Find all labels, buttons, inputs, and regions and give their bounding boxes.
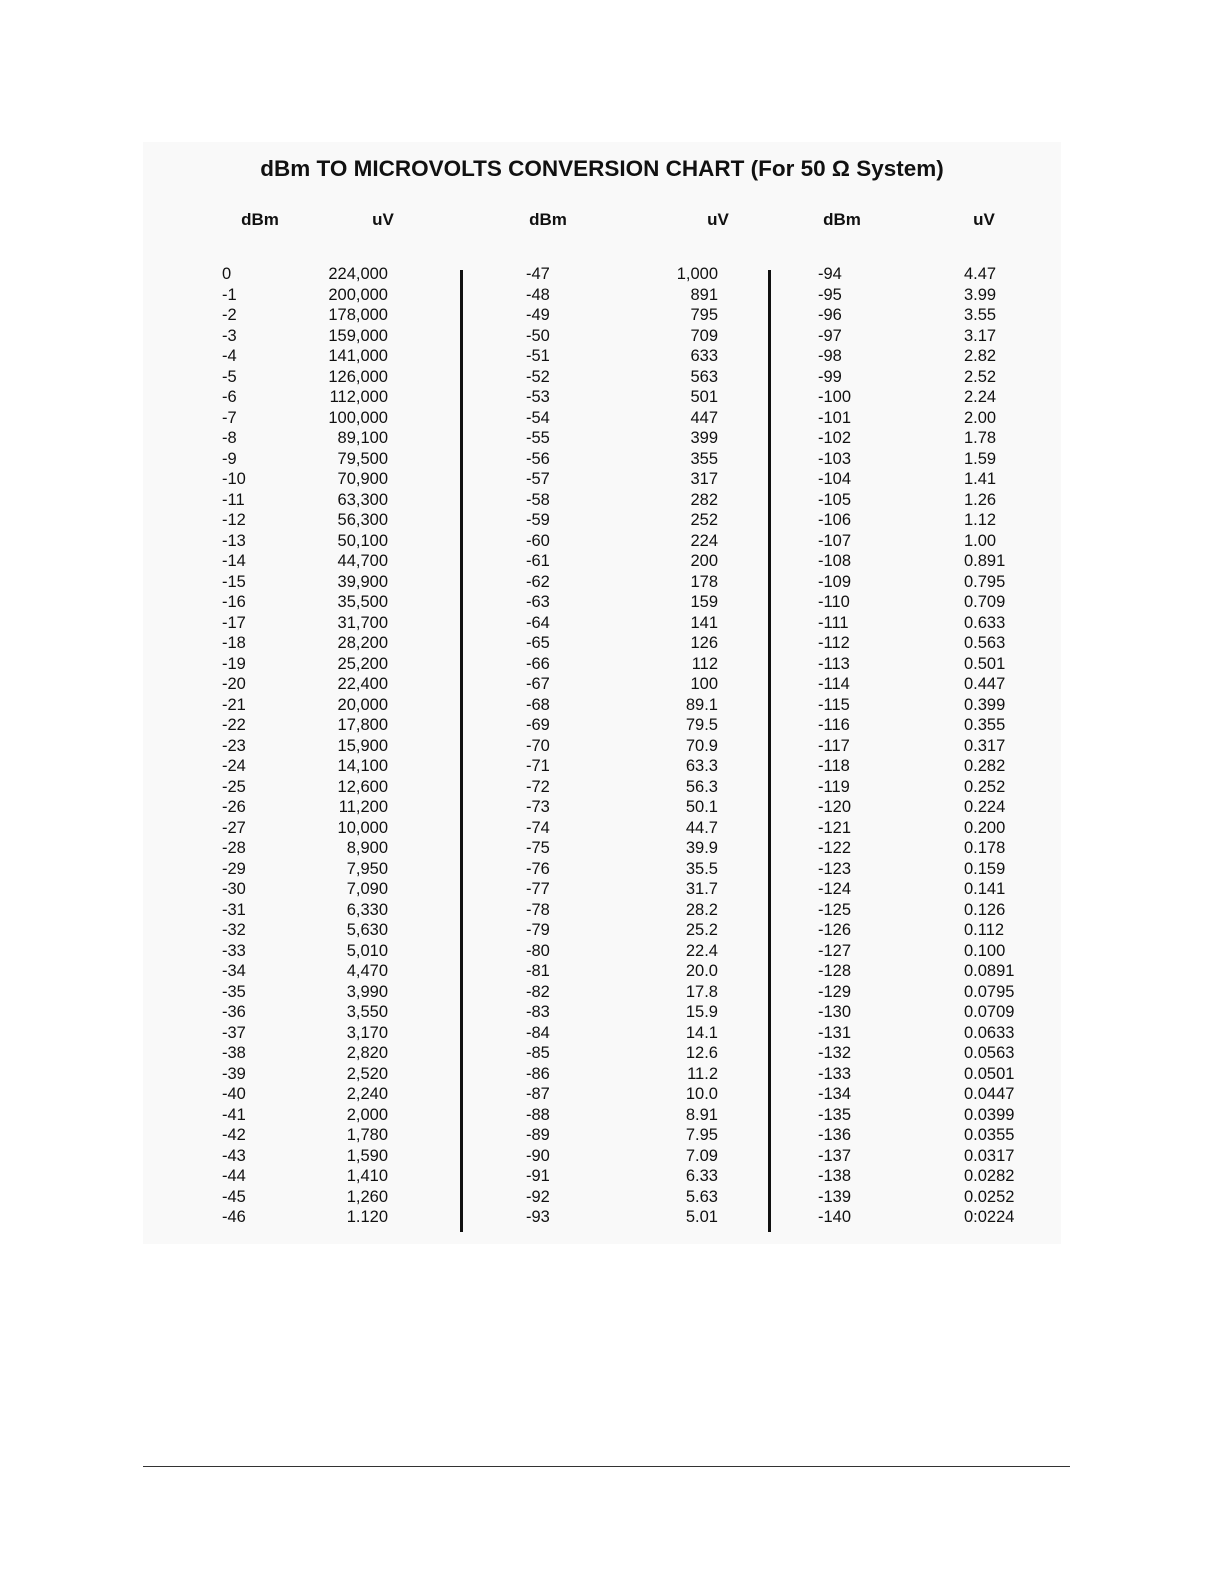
uv-value: 44,700: [337, 552, 388, 570]
uv-value: 200,000: [328, 285, 388, 304]
uv-value: 1.00: [964, 531, 997, 550]
dbm-value: -30: [222, 880, 246, 898]
dbm-value: -95: [818, 285, 842, 304]
uv-value: 178: [690, 572, 718, 591]
dbm-value: -4: [222, 347, 237, 365]
dbm-value: -98: [818, 347, 842, 365]
uv-value: 28,200: [337, 634, 388, 652]
uv-value: 0.355: [964, 716, 1006, 734]
uv-value: 7.95: [685, 1126, 718, 1144]
uv-value: 70.9: [685, 736, 718, 755]
uv-value: 2.24: [964, 388, 997, 406]
dbm-value: -14: [222, 552, 246, 570]
uv-value: 39,900: [337, 572, 388, 591]
dbm-value: -79: [526, 921, 550, 939]
uv-value: 501: [690, 388, 718, 406]
uv-value: 126,000: [328, 367, 388, 386]
uv-value: 633: [690, 347, 718, 365]
dbm-column-2: [526, 264, 616, 1228]
uv-value: 252: [690, 511, 718, 529]
uv-value: 0.563: [964, 634, 1006, 652]
uv-value: 0.447: [964, 675, 1006, 693]
uv-value: 159: [690, 593, 718, 611]
dbm-value: -75: [526, 839, 550, 857]
dbm-value: -47: [526, 265, 550, 283]
uv-value: 28.2: [685, 900, 718, 919]
dbm-value: -17: [222, 613, 246, 632]
dbm-value: -16: [222, 593, 246, 611]
dbm-value: -135: [818, 1105, 852, 1124]
uv-value: 1.59: [964, 449, 997, 468]
dbm-value: -11: [222, 490, 245, 509]
dbm-value: -139: [818, 1187, 852, 1206]
uv-value: 200: [690, 552, 718, 570]
dbm-value: -106: [818, 511, 852, 529]
uv-value: 0.0501: [964, 1064, 1015, 1083]
uv-value: 891: [690, 285, 718, 304]
dbm-value: -52: [526, 367, 550, 386]
dbm-value: -114: [818, 675, 850, 693]
uv-value: 11.2: [687, 1064, 718, 1083]
uv-value: 20,000: [337, 695, 388, 714]
dbm-value: -55: [526, 429, 550, 447]
dbm-value: -124: [818, 880, 852, 898]
dbm-value: -49: [526, 306, 550, 324]
uv-value: 563: [690, 367, 718, 386]
uv-value: 282: [690, 490, 718, 509]
uv-value: 79.5: [685, 716, 718, 734]
dbm-value: -120: [818, 798, 852, 816]
uv-value: 0.0563: [964, 1044, 1015, 1062]
dbm-value: -89: [526, 1126, 550, 1144]
dbm-value: -34: [222, 962, 246, 980]
dbm-value: -99: [818, 367, 842, 386]
dbm-value: -46: [222, 1208, 246, 1226]
uv-value: 50,100: [337, 531, 388, 550]
dbm-value: -63: [526, 593, 550, 611]
dbm-value: -31: [222, 900, 246, 919]
uv-value: 79,500: [337, 449, 388, 468]
dbm-value: -128: [818, 962, 852, 980]
uv-value: 178,000: [328, 306, 388, 324]
uv-value: 100: [690, 675, 718, 693]
uv-value: 4.47: [964, 265, 997, 283]
uv-value: 126: [690, 634, 718, 652]
uv-value: 8,900: [346, 839, 388, 857]
dbm-value: -59: [526, 511, 550, 529]
header-uv-2: uV: [707, 210, 729, 229]
uv-value: 50.1: [685, 798, 718, 816]
dbm-value: -64: [526, 613, 550, 632]
uv-value: 35,500: [337, 593, 388, 611]
uv-value: 63,300: [337, 490, 388, 509]
uv-value: 3,990: [346, 982, 388, 1001]
dbm-value: -117: [818, 736, 850, 755]
uv-value: 709: [690, 326, 718, 345]
uv-value: 3.17: [964, 326, 997, 345]
uv-value: 5,630: [346, 921, 388, 939]
dbm-value: -60: [526, 531, 550, 550]
dbm-value: -70: [526, 736, 550, 755]
dbm-value: -71: [526, 757, 550, 775]
dbm-value: -50: [526, 326, 550, 345]
uv-value: 317: [690, 470, 718, 488]
dbm-value: -61: [526, 552, 550, 570]
uv-value: 1,000: [676, 265, 718, 283]
dbm-value: -43: [222, 1146, 246, 1165]
uv-value: 141,000: [328, 347, 388, 365]
uv-value: 0.224: [964, 798, 1006, 816]
uv-value: 12,600: [337, 777, 388, 796]
dbm-column-3: [818, 264, 908, 1228]
dbm-value: -105: [818, 490, 852, 509]
dbm-value: -110: [818, 593, 850, 611]
uv-value: 1.78: [964, 429, 997, 447]
uv-value: 63.3: [685, 757, 718, 775]
uv-value: 0.633: [964, 613, 1006, 632]
uv-value: 0.0709: [964, 1003, 1015, 1021]
uv-value: 0.0355: [964, 1126, 1015, 1144]
dbm-value: -19: [222, 654, 246, 673]
dbm-value: -74: [526, 818, 550, 837]
dbm-value: -40: [222, 1085, 246, 1103]
uv-value: 112,000: [329, 388, 388, 406]
dbm-value: -84: [526, 1023, 550, 1042]
uv-value: 224: [690, 531, 718, 550]
dbm-value: -113: [818, 654, 850, 673]
dbm-value: -93: [526, 1208, 550, 1226]
dbm-value: -129: [818, 982, 852, 1001]
dbm-value: -39: [222, 1064, 246, 1083]
uv-value: 6.33: [685, 1167, 718, 1185]
uv-value: 2,000: [346, 1105, 388, 1124]
uv-value: 25.2: [685, 921, 718, 939]
uv-value: 0.126: [964, 900, 1006, 919]
dbm-value: -53: [526, 388, 550, 406]
dbm-value: -132: [818, 1044, 852, 1062]
uv-value: 0.709: [964, 593, 1006, 611]
uv-value: 56.3: [685, 777, 718, 796]
dbm-value: -91: [526, 1167, 550, 1185]
dbm-value: -109: [818, 572, 852, 591]
uv-value: 0.0399: [964, 1105, 1015, 1124]
dbm-value: -115: [818, 695, 850, 714]
uv-value: 0.178: [964, 839, 1006, 857]
uv-value: 7,090: [346, 880, 388, 898]
uv-value: 224,000: [328, 265, 388, 283]
dbm-value: -42: [222, 1126, 246, 1144]
uv-value: 14.1: [685, 1023, 718, 1042]
header-dbm-1: dBm: [241, 210, 279, 229]
dbm-value: -20: [222, 675, 246, 693]
dbm-value: -107: [818, 531, 852, 550]
dbm-value: -68: [526, 695, 550, 714]
uv-value: 14,100: [337, 757, 388, 775]
uv-value: 112: [691, 654, 718, 673]
dbm-value: -27: [222, 818, 246, 837]
uv-value: 17.8: [685, 982, 718, 1001]
uv-value: 15,900: [337, 736, 388, 755]
dbm-value: -80: [526, 941, 550, 960]
uv-value: 39.9: [685, 839, 718, 857]
uv-value: 0.141: [964, 880, 1006, 898]
dbm-value: -111: [818, 613, 849, 632]
dbm-value: -18: [222, 634, 246, 652]
dbm-value: -118: [818, 757, 850, 775]
uv-value: 2,240: [346, 1085, 388, 1103]
uv-value: 2.00: [964, 408, 997, 427]
dbm-value: -83: [526, 1003, 550, 1021]
dbm-value: -76: [526, 859, 550, 878]
dbm-value: -23: [222, 736, 246, 755]
uv-value: 0.795: [964, 572, 1006, 591]
dbm-value: -3: [222, 326, 237, 345]
uv-value: 31,700: [337, 613, 388, 632]
dbm-value: -8: [222, 429, 237, 447]
uv-value: 15.9: [685, 1003, 718, 1021]
uv-value: 2.52: [964, 367, 997, 386]
uv-value: 2,820: [346, 1044, 388, 1062]
uv-value: 0.252: [964, 777, 1006, 796]
dbm-value: -125: [818, 900, 852, 919]
uv-value: 89.1: [685, 695, 718, 714]
uv-value: 1.120: [346, 1208, 388, 1226]
footer-rule: [143, 1466, 1070, 1467]
uv-value: 0.399: [964, 695, 1006, 714]
uv-value: 159,000: [328, 326, 388, 345]
uv-value: 17,800: [337, 716, 388, 734]
dbm-value: -28: [222, 839, 246, 857]
page-title: dBm TO MICROVOLTS CONVERSION CHART (For 50 Ω System): [260, 156, 944, 181]
dbm-value: -85: [526, 1044, 550, 1062]
dbm-value: -13: [222, 531, 246, 550]
uv-value: 22,400: [337, 675, 388, 693]
uv-value: 56,300: [337, 511, 388, 529]
dbm-value: -62: [526, 572, 550, 591]
dbm-value: -1: [222, 285, 237, 304]
uv-value: 0.159: [964, 859, 1006, 878]
uv-value: 0.0447: [964, 1085, 1015, 1103]
dbm-value: -78: [526, 900, 550, 919]
dbm-value: -123: [818, 859, 852, 878]
dbm-value: -138: [818, 1167, 852, 1185]
dbm-value: -94: [818, 265, 842, 283]
dbm-value: -116: [818, 716, 850, 734]
dbm-value: -25: [222, 777, 246, 796]
uv-value: 2,520: [346, 1064, 388, 1083]
dbm-value: -44: [222, 1167, 246, 1185]
dbm-value: -127: [818, 941, 852, 960]
uv-value: 89,100: [337, 429, 388, 447]
uv-value: 22.4: [685, 941, 718, 960]
dbm-value: -21: [222, 695, 246, 714]
dbm-value: -130: [818, 1003, 852, 1021]
uv-value: 0.501: [964, 654, 1006, 673]
dbm-value: -82: [526, 982, 550, 1001]
dbm-value: -32: [222, 921, 246, 939]
dbm-value: -6: [222, 388, 237, 406]
dbm-value: -133: [818, 1064, 852, 1083]
uv-value: 0.0633: [964, 1023, 1015, 1042]
dbm-value: -48: [526, 285, 550, 304]
dbm-value: -5: [222, 367, 237, 386]
dbm-value: -86: [526, 1064, 550, 1083]
dbm-value: -119: [818, 777, 850, 796]
dbm-value: -24: [222, 757, 246, 775]
uv-value: 8.91: [685, 1105, 718, 1124]
dbm-value: -112: [818, 634, 850, 652]
uv-value: 141: [690, 613, 718, 632]
uv-value: 355: [690, 449, 718, 468]
header-uv-1: uV: [372, 210, 394, 229]
dbm-value: -136: [818, 1126, 852, 1144]
uv-value: 1.12: [964, 511, 997, 529]
uv-value: 0.0282: [964, 1167, 1015, 1185]
uv-value: 44.7: [685, 818, 718, 837]
dbm-value: -35: [222, 982, 246, 1001]
column-divider: [768, 270, 771, 1232]
uv-value: 10,000: [337, 818, 388, 837]
uv-value: 4,470: [346, 962, 388, 980]
dbm-value: -88: [526, 1105, 550, 1124]
uv-value: 7,950: [346, 859, 388, 878]
dbm-value: -57: [526, 470, 550, 488]
uv-column-1: [298, 264, 388, 1228]
dbm-value: -72: [526, 777, 550, 796]
dbm-value: -102: [818, 429, 852, 447]
uv-value: 0.200: [964, 818, 1006, 837]
dbm-value: -38: [222, 1044, 246, 1062]
dbm-value: -56: [526, 449, 550, 468]
uv-value: 25,200: [337, 654, 388, 673]
uv-value: 6,330: [346, 900, 388, 919]
uv-value: 5.01: [685, 1208, 718, 1226]
header-dbm-2: dBm: [529, 210, 567, 229]
dbm-value: -41: [222, 1105, 246, 1124]
dbm-value: -97: [818, 326, 842, 345]
dbm-value: -108: [818, 552, 852, 570]
uv-value: 0.0891: [964, 962, 1015, 980]
uv-value: 12.6: [685, 1044, 718, 1062]
dbm-value: -12: [222, 511, 246, 529]
dbm-value: -65: [526, 634, 550, 652]
uv-value: 1,260: [346, 1187, 388, 1206]
dbm-value: -69: [526, 716, 550, 734]
uv-value: 1,590: [346, 1146, 388, 1165]
uv-value: 399: [690, 429, 718, 447]
dbm-value: -29: [222, 859, 246, 878]
dbm-value: -67: [526, 675, 550, 693]
uv-value: 0.0252: [964, 1187, 1015, 1206]
dbm-value: -100: [818, 388, 852, 406]
dbm-value: -122: [818, 839, 852, 857]
uv-value: 0.0317: [964, 1146, 1015, 1165]
dbm-value: -51: [526, 347, 550, 365]
dbm-value: -101: [818, 408, 852, 427]
dbm-value: -58: [526, 490, 550, 509]
dbm-value: -81: [526, 962, 550, 980]
uv-value: 7.09: [685, 1146, 718, 1165]
uv-value: 70,900: [337, 470, 388, 488]
uv-column-2: [628, 264, 718, 1228]
dbm-value: -7: [222, 408, 237, 427]
uv-value: 3.55: [964, 306, 997, 324]
uv-value: 3,170: [346, 1023, 388, 1042]
dbm-value: -96: [818, 306, 842, 324]
dbm-value: 0: [222, 265, 232, 283]
uv-value: 35.5: [685, 859, 718, 878]
dbm-value: -140: [818, 1208, 852, 1226]
dbm-value: -77: [526, 880, 550, 898]
dbm-value: -36: [222, 1003, 246, 1021]
uv-value: 20.0: [685, 962, 718, 980]
dbm-value: -104: [818, 470, 852, 488]
header-uv-3: uV: [973, 210, 995, 229]
uv-value: 10.0: [685, 1085, 718, 1103]
dbm-value: -92: [526, 1187, 550, 1206]
dbm-value: -103: [818, 449, 852, 468]
uv-value: 0.891: [964, 552, 1006, 570]
uv-value: 795: [690, 306, 718, 324]
uv-value: 3,550: [346, 1003, 388, 1021]
dbm-value: -26: [222, 798, 246, 816]
dbm-value: -33: [222, 941, 246, 960]
dbm-value: -10: [222, 470, 246, 488]
uv-value: 0.100: [964, 941, 1006, 960]
uv-value: 0.112: [964, 921, 1005, 939]
dbm-value: -73: [526, 798, 550, 816]
uv-value: 0:0224: [964, 1208, 1015, 1226]
uv-value: 0.317: [964, 736, 1006, 755]
dbm-value: -66: [526, 654, 550, 673]
column-divider: [460, 270, 463, 1232]
dbm-value: -137: [818, 1146, 852, 1165]
uv-value: 1.41: [964, 470, 997, 488]
uv-value: 1,780: [346, 1126, 388, 1144]
dbm-value: -90: [526, 1146, 550, 1165]
dbm-value: -37: [222, 1023, 246, 1042]
dbm-value: -22: [222, 716, 246, 734]
uv-value: 31.7: [685, 880, 718, 898]
uv-value: 5.63: [685, 1187, 718, 1206]
uv-value: 0.282: [964, 757, 1006, 775]
uv-value: 100,000: [328, 408, 388, 427]
uv-value: 3.99: [964, 285, 997, 304]
dbm-value: -121: [818, 818, 852, 837]
uv-value: 11,200: [338, 798, 388, 816]
uv-value: 0.0795: [964, 982, 1015, 1001]
dbm-value: -9: [222, 449, 237, 468]
dbm-value: -87: [526, 1085, 550, 1103]
dbm-value: -15: [222, 572, 246, 591]
dbm-value: -54: [526, 408, 550, 427]
uv-value: 1.26: [964, 490, 997, 509]
uv-value: 2.82: [964, 347, 997, 365]
uv-value: 5,010: [346, 941, 388, 960]
uv-value: 1,410: [346, 1167, 388, 1185]
dbm-value: -131: [818, 1023, 852, 1042]
dbm-value: -134: [818, 1085, 852, 1103]
dbm-value: -2: [222, 306, 237, 324]
dbm-value: -45: [222, 1187, 246, 1206]
uv-value: 447: [690, 408, 718, 427]
dbm-value: -126: [818, 921, 852, 939]
uv-column-3: [964, 264, 1054, 1228]
header-dbm-3: dBm: [823, 210, 861, 229]
